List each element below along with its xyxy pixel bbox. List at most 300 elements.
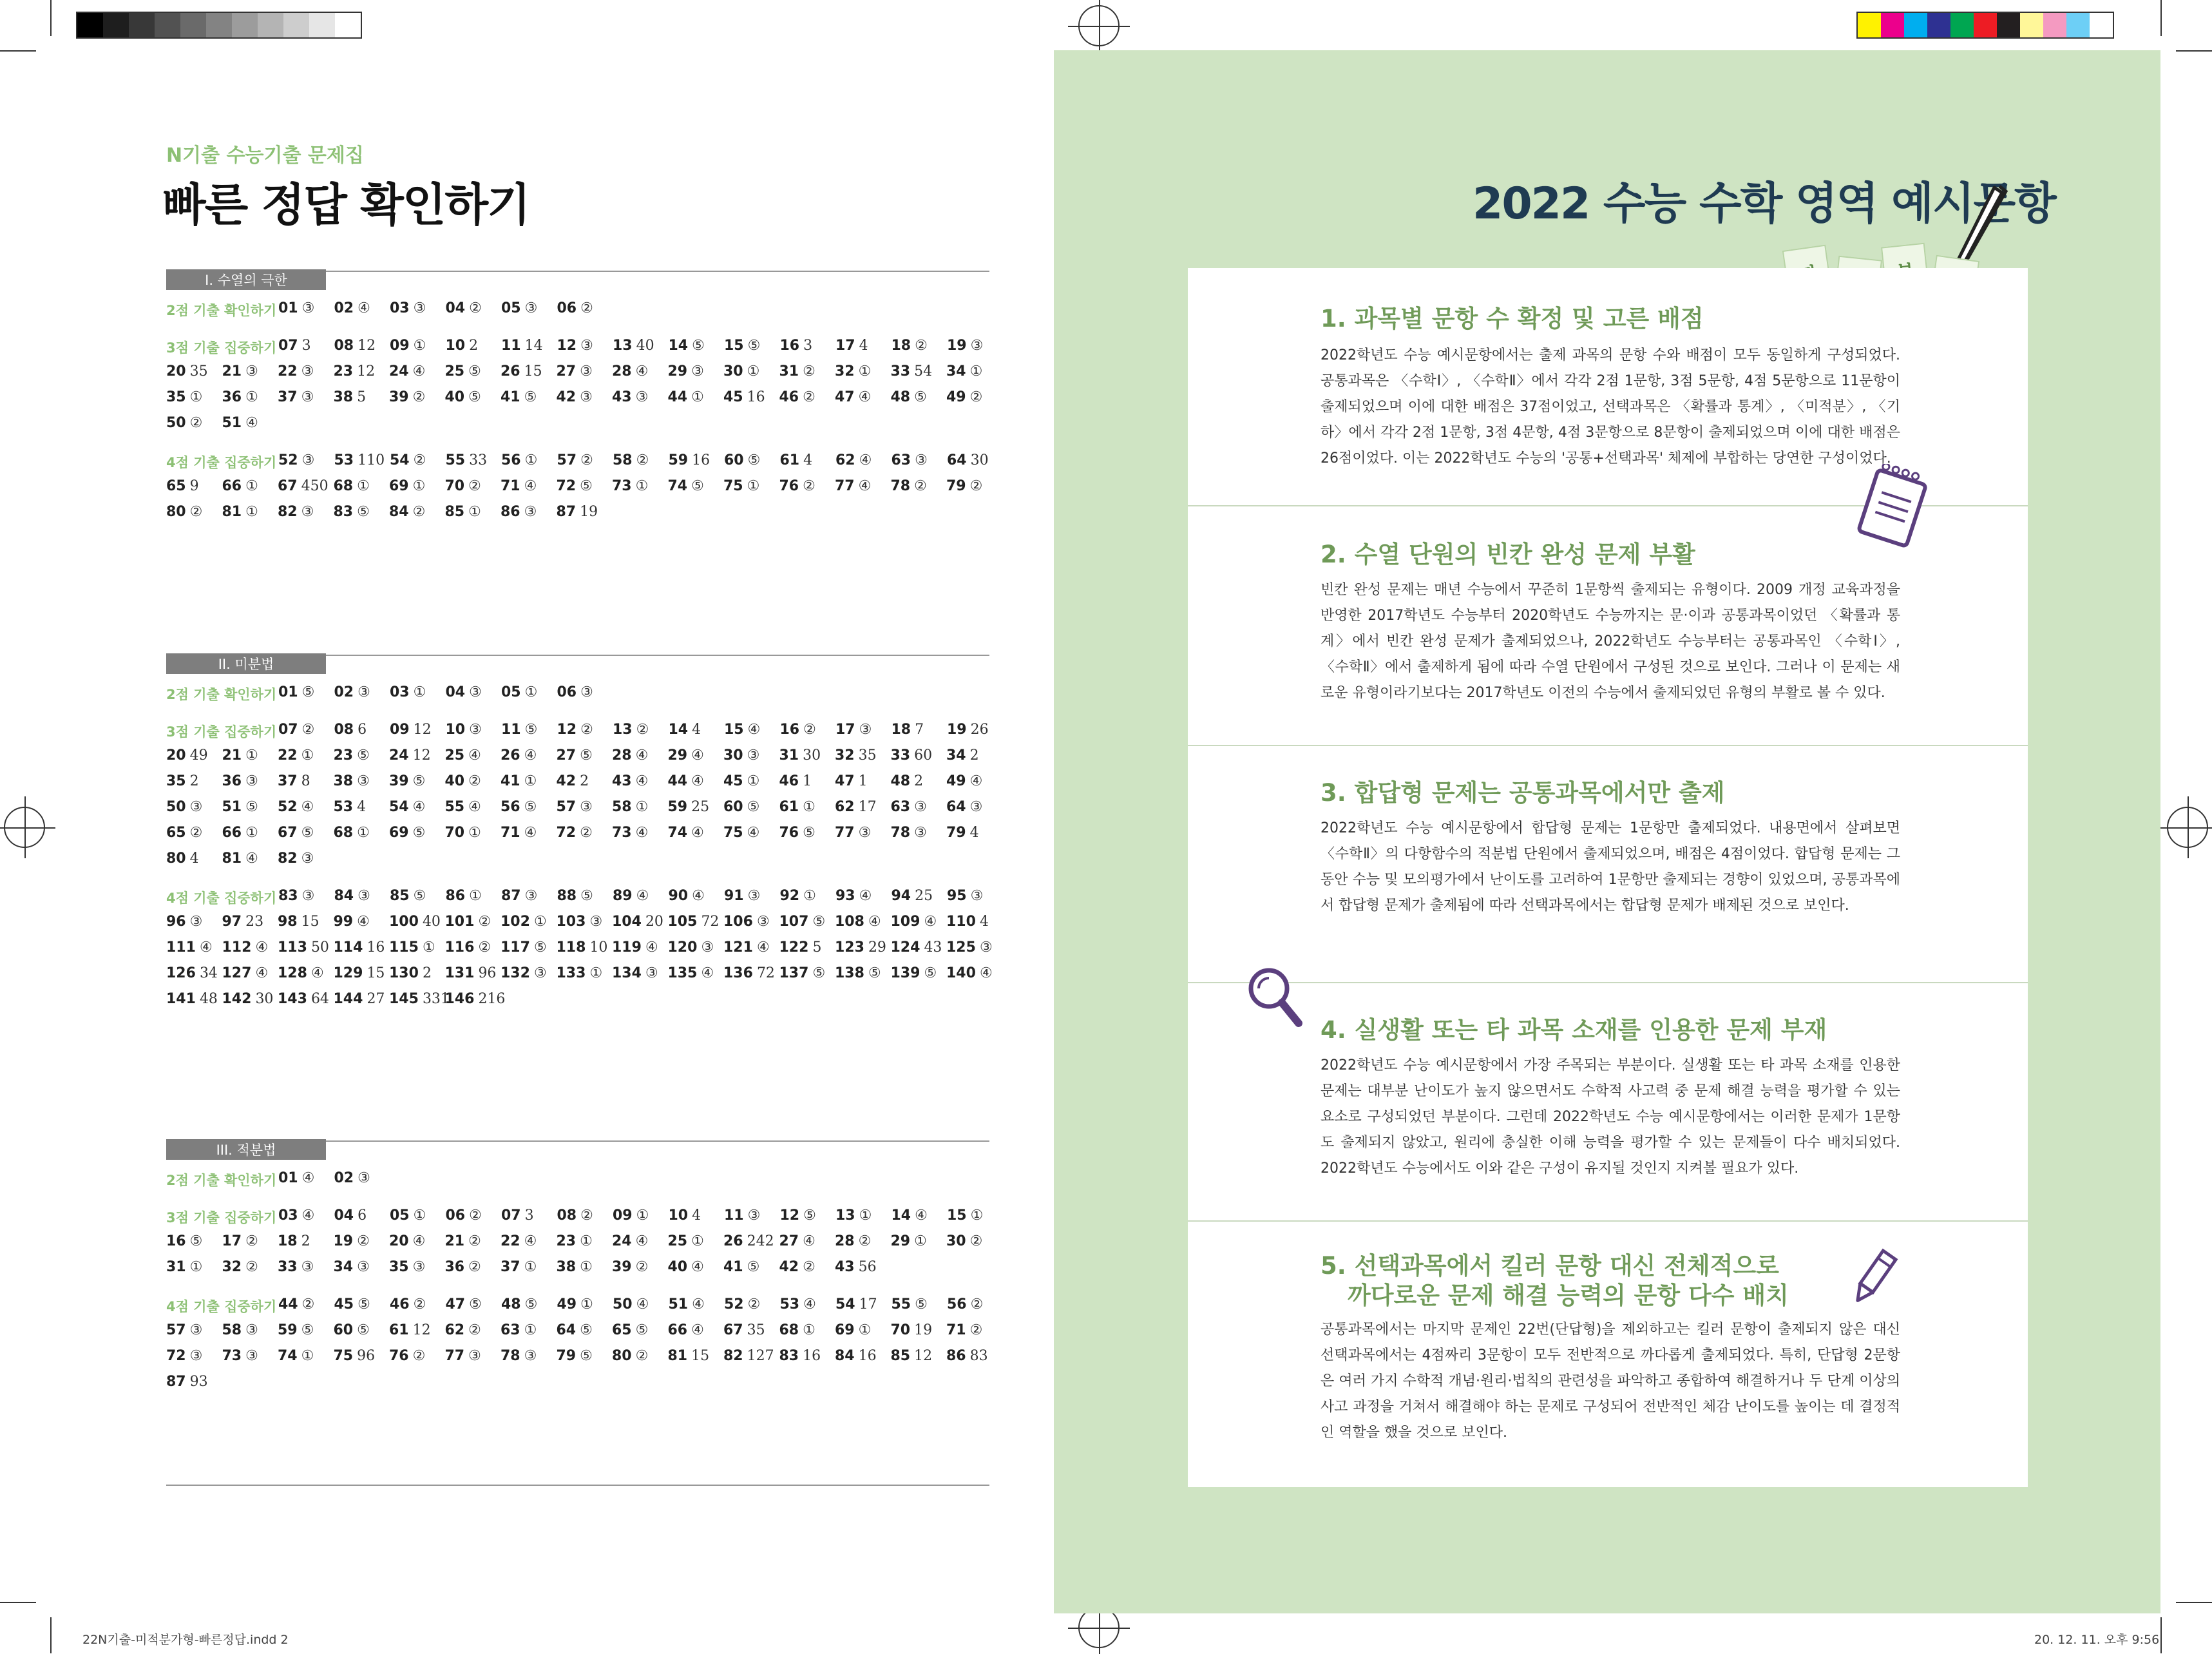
question-number: 16 [166, 1233, 186, 1249]
answer-item [835, 1233, 871, 1249]
question-number: 66 [667, 1322, 688, 1338]
question-number: 73 [612, 825, 632, 841]
question-number: 83 [779, 1348, 799, 1364]
registration-mark [2167, 807, 2208, 848]
question-number: 72 [556, 825, 577, 841]
answer-item [278, 363, 314, 380]
answer-value: ④ [468, 799, 481, 815]
answer-value: 34 [199, 965, 218, 981]
answer-value: ① [691, 1233, 704, 1249]
question-number: 80 [612, 1348, 632, 1364]
question-number: 49 [946, 389, 966, 405]
answer-item [668, 965, 714, 981]
answer-value: ⑤ [914, 389, 927, 405]
answer-value: ③ [858, 825, 872, 841]
answer-value: 110 [358, 452, 385, 468]
answer-item [891, 1233, 927, 1249]
answer-value: ① [524, 1322, 537, 1338]
answer-item [835, 799, 877, 815]
answer-value: ① [636, 1207, 649, 1224]
question-number: 87 [501, 888, 521, 904]
question-number: 117 [501, 939, 530, 956]
question-number: 24 [612, 1233, 632, 1249]
answer-item [557, 1207, 593, 1224]
question-number: 25 [444, 747, 465, 764]
answer-value: ② [636, 722, 649, 738]
panel-body: 빈칸 완성 문제는 매년 수능에서 꾸준히 1문항씩 출제되는 유형이다. 2009 개정 교육과정을 반영한 2017학년도 수능부터 2020학년도 수능까지는 문·이과 공통과목이었던 〈확률과 통계〉에서 빈칸 완성 문제가 출제되었으나, 2022학년도 수능부터는 공통과목인 〈수학Ⅰ〉, 〈수학Ⅱ〉에서 출제하게 됨에 따라 수열 단원에서 구성된 것으로 보인다. 그러나 이 문제는 새로운 유형이라기보다는 2017학년도 이전의 수능에서 출제되었던 유형의 부활로 볼 수 있다. [1321, 582, 1900, 701]
question-number: 108 [835, 914, 864, 930]
answer-item [389, 965, 432, 981]
answer-value: ⑤ [524, 389, 537, 405]
answer-item [334, 478, 370, 494]
answer-value: 331 [422, 991, 450, 1007]
answer-item [946, 939, 993, 956]
answer-value: ⑤ [580, 1322, 593, 1338]
answer-item [501, 773, 537, 789]
answer-item [445, 747, 481, 764]
group-label: 2점 기출 확인하기 [166, 303, 277, 318]
answer-value: 56 [858, 1259, 877, 1275]
question-number: 08 [334, 338, 354, 354]
answer-value: ④ [524, 1233, 537, 1249]
answer-value: ⑤ [301, 1322, 314, 1338]
answer-value: ② [580, 1207, 593, 1224]
answer-item [222, 914, 264, 930]
question-number: 49 [946, 773, 966, 789]
answer-item [278, 722, 314, 738]
question-number: 52 [278, 452, 298, 468]
answer-value: ② [468, 1322, 481, 1338]
answer-item [334, 991, 385, 1007]
question-number: 45 [723, 773, 743, 789]
answer-value: ① [970, 1207, 984, 1224]
answer-item [947, 1296, 983, 1313]
question-number: 78 [501, 1348, 520, 1364]
answer-value: ① [589, 965, 603, 981]
answer-item [222, 389, 258, 405]
answer-value: ⑤ [524, 799, 537, 815]
question-number: 106 [723, 914, 753, 930]
question-number: 80 [166, 504, 186, 520]
answer-value: ③ [589, 914, 603, 930]
question-number: 09 [390, 338, 410, 354]
grayscale-color-bar [76, 12, 362, 39]
answer-item [334, 965, 385, 981]
answer-value: 96 [357, 1348, 376, 1364]
answer-item [612, 1348, 648, 1364]
question-number: 45 [334, 1296, 354, 1313]
answer-item [723, 1259, 759, 1275]
answer-item [668, 1259, 704, 1275]
answer-value: ④ [924, 914, 937, 930]
answer-item [222, 1322, 258, 1338]
answer-value: 4 [979, 914, 989, 930]
answer-value: ④ [636, 888, 649, 904]
question-number: 50 [166, 415, 186, 431]
answer-item [613, 1207, 649, 1224]
answer-value: ② [412, 389, 426, 405]
question-number: 05 [501, 300, 521, 316]
answer-item [278, 888, 314, 904]
answer-value: 127 [747, 1348, 774, 1364]
question-number: 87 [556, 504, 577, 520]
answer-item [334, 1170, 370, 1186]
answer-value: ③ [412, 1259, 426, 1275]
question-number: 21 [222, 363, 242, 380]
answer-item [445, 389, 481, 405]
answer-value: ⑤ [533, 939, 547, 956]
question-number: 96 [166, 914, 186, 930]
answer-item [501, 1233, 537, 1249]
answer-item [334, 504, 370, 520]
question-number: 60 [723, 799, 743, 815]
question-number: 67 [278, 478, 298, 494]
answer-item [891, 1322, 933, 1338]
question-number: 06 [445, 1207, 466, 1224]
question-number: 41 [501, 773, 520, 789]
question-number: 64 [947, 452, 967, 468]
answer-value: 12 [412, 747, 431, 764]
answer-value: 15 [691, 1348, 710, 1364]
question-number: 14 [891, 1207, 911, 1224]
answer-item [780, 888, 816, 904]
answer-value: ③ [915, 452, 928, 468]
answer-value: 20 [645, 914, 663, 930]
answer-item [334, 389, 367, 405]
answer-value: ② [413, 1296, 426, 1313]
question-number: 37 [278, 389, 298, 405]
question-number: 143 [278, 991, 307, 1007]
answer-item [557, 799, 593, 815]
answer-value: ③ [747, 1207, 761, 1224]
question-number: 66 [222, 825, 242, 841]
question-number: 11 [724, 1207, 744, 1224]
answer-item [557, 825, 593, 841]
question-number: 59 [667, 799, 688, 815]
question-number: 58 [612, 799, 632, 815]
answer-item [835, 939, 886, 956]
answer-item [334, 939, 385, 956]
answer-value: ② [412, 1348, 426, 1364]
answer-value: 2 [469, 338, 479, 354]
answer-value: ③ [524, 1348, 537, 1364]
answer-value: ③ [691, 363, 704, 380]
answer-value: ⑤ [812, 914, 826, 930]
answer-item [669, 452, 710, 468]
question-number: 112 [222, 939, 252, 956]
answer-item [891, 389, 927, 405]
question-number: 21 [444, 1233, 465, 1249]
answer-value: ② [580, 452, 593, 468]
answer-value: ② [469, 1207, 482, 1224]
answer-item [835, 965, 881, 981]
question-number: 125 [946, 939, 976, 956]
right-page-title: 2022 수능 수학 영역 예시문항 [1473, 178, 2055, 229]
answer-value: ⑤ [803, 1207, 816, 1224]
answer-item [612, 939, 658, 956]
answer-item [446, 684, 482, 700]
answer-value: ④ [524, 747, 537, 764]
answer-value: ⑤ [468, 363, 481, 380]
answer-item [278, 1170, 314, 1186]
question-number: 10 [445, 722, 466, 738]
answer-value: ① [524, 773, 537, 789]
answer-item [501, 504, 537, 520]
answer-item [278, 851, 314, 867]
answer-value: ② [468, 478, 481, 494]
answer-value: 12 [412, 1322, 431, 1338]
answer-value: 33 [469, 452, 488, 468]
question-number: 02 [334, 300, 354, 316]
question-number: 28 [612, 363, 632, 380]
answer-value: ③ [580, 389, 593, 405]
answer-value: ① [189, 389, 203, 405]
question-number: 03 [390, 300, 410, 316]
answer-item [668, 1233, 704, 1249]
answer-item [278, 1348, 314, 1364]
question-number: 48 [890, 389, 911, 405]
group-label: 4점 기출 집중하기 [166, 455, 277, 470]
question-number: 32 [835, 363, 855, 380]
question-number: 44 [667, 773, 688, 789]
answer-value: ③ [747, 888, 761, 904]
answer-item [946, 363, 982, 380]
answer-value: ④ [701, 965, 714, 981]
answer-item [557, 773, 589, 789]
question-number: 34 [946, 363, 966, 380]
answer-value: 17 [859, 1296, 877, 1313]
panel-body: 2022학년도 수능 예시문항에서는 출제 과목의 문항 수와 배점이 모두 동일하게 구성되었다. 공통과목은 〈수학Ⅰ〉, 〈수학Ⅱ〉에서 각각 2점 1문항, 3점 5문항, 4점 5문항으로 11문항이 출제되었으며 이에 대한 배점은 37점이었고, 선택과목은 〈확률과 통계〉, 〈미적분〉, 〈기하〉에서 각각 2점 1문항, 3점 4문항, 4점 3문항으로 8문항이 출제되었으며 이에 대한 배점은 26점이었다. 이는 2022학년도 수능의 '공통+선택과목' 체제에 부합하는 당연한 구성이었다. [1321, 347, 1900, 466]
answer-value: ③ [358, 888, 370, 904]
footer-date: 20. 12. 11. 오후 9:56 [2034, 1633, 2160, 1647]
question-number: 82 [278, 851, 298, 867]
answer-item [166, 1348, 202, 1364]
answer-value: 19 [580, 504, 598, 520]
registration-mark [1078, 5, 1120, 46]
answer-value: ② [803, 1259, 815, 1275]
answer-value: ④ [859, 888, 872, 904]
answer-item [891, 1207, 928, 1224]
question-number: 128 [278, 965, 307, 981]
answer-value: ④ [301, 1207, 315, 1224]
answer-value: ④ [969, 773, 983, 789]
answer-item [891, 825, 927, 841]
answer-value: ① [635, 478, 649, 494]
answer-value: 2 [580, 773, 589, 789]
answer-value: ③ [301, 300, 315, 316]
answer-value: ② [468, 1259, 481, 1275]
answer-value: ⑤ [580, 478, 593, 494]
answer-value: ① [858, 1322, 872, 1338]
answer-value: ⑤ [580, 747, 593, 764]
answer-item [445, 965, 497, 981]
answer-item [946, 1322, 982, 1338]
answer-value: ① [747, 478, 760, 494]
answer-value: ② [803, 478, 815, 494]
answer-item [222, 363, 258, 380]
answer-item [891, 799, 927, 815]
answer-item [612, 747, 648, 764]
question-number: 75 [723, 478, 743, 494]
panel-heading: 5. 선택과목에서 킬러 문항 대신 전체적으로 [1321, 1252, 1779, 1280]
answer-value: ④ [635, 747, 649, 764]
question-number: 24 [389, 747, 409, 764]
question-number: 26 [501, 363, 520, 380]
question-number: 35 [166, 773, 186, 789]
answer-item [390, 1207, 426, 1224]
answer-item [166, 851, 199, 867]
answer-item [557, 1233, 593, 1249]
crop-mark [2160, 1617, 2162, 1653]
answer-value: ⑤ [924, 965, 937, 981]
answer-item [612, 1322, 648, 1338]
answer-item [668, 478, 704, 494]
answer-item [389, 363, 425, 380]
answer-item [446, 722, 482, 738]
answer-value: ④ [691, 747, 704, 764]
question-number: 11 [501, 722, 521, 738]
answer-item [612, 1259, 648, 1275]
answer-value: ⑤ [635, 1322, 649, 1338]
answer-item [779, 1322, 815, 1338]
question-number: 41 [723, 1259, 743, 1275]
answer-item [669, 888, 705, 904]
answer-item [166, 1322, 202, 1338]
answer-value: 5 [812, 939, 822, 956]
question-number: 70 [890, 1322, 911, 1338]
answer-item [446, 1296, 482, 1313]
answer-value: 12 [413, 722, 432, 738]
answer-item [723, 799, 759, 815]
answer-item [501, 965, 547, 981]
answer-value: ③ [524, 300, 538, 316]
answer-value: ④ [645, 939, 658, 956]
question-number: 86 [445, 888, 466, 904]
answer-value: ① [858, 363, 872, 380]
answer-item [278, 338, 311, 354]
answer-item [723, 965, 775, 981]
answer-value: ④ [245, 415, 258, 431]
answer-value: ① [803, 799, 815, 815]
question-number: 03 [390, 684, 410, 700]
question-number: 50 [166, 799, 186, 815]
question-number: 02 [334, 1170, 354, 1186]
question-number: 56 [501, 799, 520, 815]
answer-value: ⑤ [747, 338, 761, 354]
answer-item [334, 452, 385, 468]
answer-item [445, 773, 481, 789]
answer-item [723, 773, 759, 789]
question-number: 127 [222, 965, 252, 981]
answer-value: ② [635, 1348, 649, 1364]
answer-value: 1 [858, 773, 868, 789]
answer-value: ② [915, 338, 928, 354]
answer-item [891, 1348, 933, 1364]
question-number: 95 [947, 888, 967, 904]
question-number: 66 [222, 478, 242, 494]
answer-value: ② [189, 825, 203, 841]
question-number: 89 [613, 888, 633, 904]
answer-item [891, 363, 933, 380]
answer-value: ③ [413, 300, 426, 316]
question-number: 99 [333, 914, 354, 930]
answer-value: ④ [858, 389, 872, 405]
answer-item [166, 415, 202, 431]
answer-item [612, 389, 648, 405]
answer-value: ① [691, 389, 704, 405]
question-number: 33 [890, 363, 911, 380]
answer-item [946, 825, 979, 841]
answer-value: 49 [189, 747, 208, 764]
question-number: 07 [278, 722, 298, 738]
answer-value: ① [803, 888, 816, 904]
question-number: 40 [444, 389, 465, 405]
answer-item [613, 452, 649, 468]
answer-item [835, 1296, 877, 1313]
question-number: 71 [946, 1322, 966, 1338]
process-color-bar [1856, 12, 2114, 39]
question-number: 69 [389, 825, 409, 841]
answer-item [501, 747, 537, 764]
question-number: 22 [278, 747, 298, 764]
question-number: 19 [947, 338, 967, 354]
answer-item [390, 338, 426, 354]
answer-item [557, 389, 593, 405]
answer-item [334, 1348, 376, 1364]
answer-value: ③ [580, 799, 593, 815]
question-number: 71 [501, 478, 520, 494]
answer-value: ④ [756, 939, 770, 956]
question-number: 67 [278, 825, 298, 841]
answer-item [557, 1296, 593, 1313]
question-number: 97 [222, 914, 242, 930]
answer-value: ⑤ [412, 773, 426, 789]
answer-item [501, 722, 537, 738]
answer-item [445, 991, 506, 1007]
answer-value: ④ [747, 722, 761, 738]
question-number: 54 [835, 1296, 855, 1313]
answer-value: ④ [635, 825, 649, 841]
answer-item [389, 389, 425, 405]
answer-item [278, 452, 314, 468]
answer-value: 2 [914, 773, 924, 789]
question-number: 10 [668, 1207, 689, 1224]
answer-value: ③ [970, 888, 984, 904]
answer-item [501, 825, 537, 841]
question-number: 22 [501, 1233, 520, 1249]
question-number: 27 [556, 747, 577, 764]
answer-item [334, 338, 376, 354]
notebook-icon [1846, 464, 1936, 554]
answer-item [612, 965, 658, 981]
question-number: 22 [278, 363, 298, 380]
answer-value: ⑤ [524, 1296, 538, 1313]
question-number: 124 [890, 939, 920, 956]
question-number: 06 [557, 684, 577, 700]
question-number: 20 [166, 747, 186, 764]
answer-item [334, 300, 370, 316]
answer-item [501, 1348, 537, 1364]
answer-value: ④ [310, 965, 324, 981]
answer-item [334, 914, 370, 930]
answer-item [612, 914, 663, 930]
answer-item [446, 888, 482, 904]
answer-value: ① [524, 452, 538, 468]
question-number: 90 [668, 888, 689, 904]
answer-value: ① [245, 389, 258, 405]
answer-value: ③ [301, 389, 314, 405]
footer-file-name: 22N기출-미적분가형-빠른정답.indd 2 [82, 1633, 289, 1647]
